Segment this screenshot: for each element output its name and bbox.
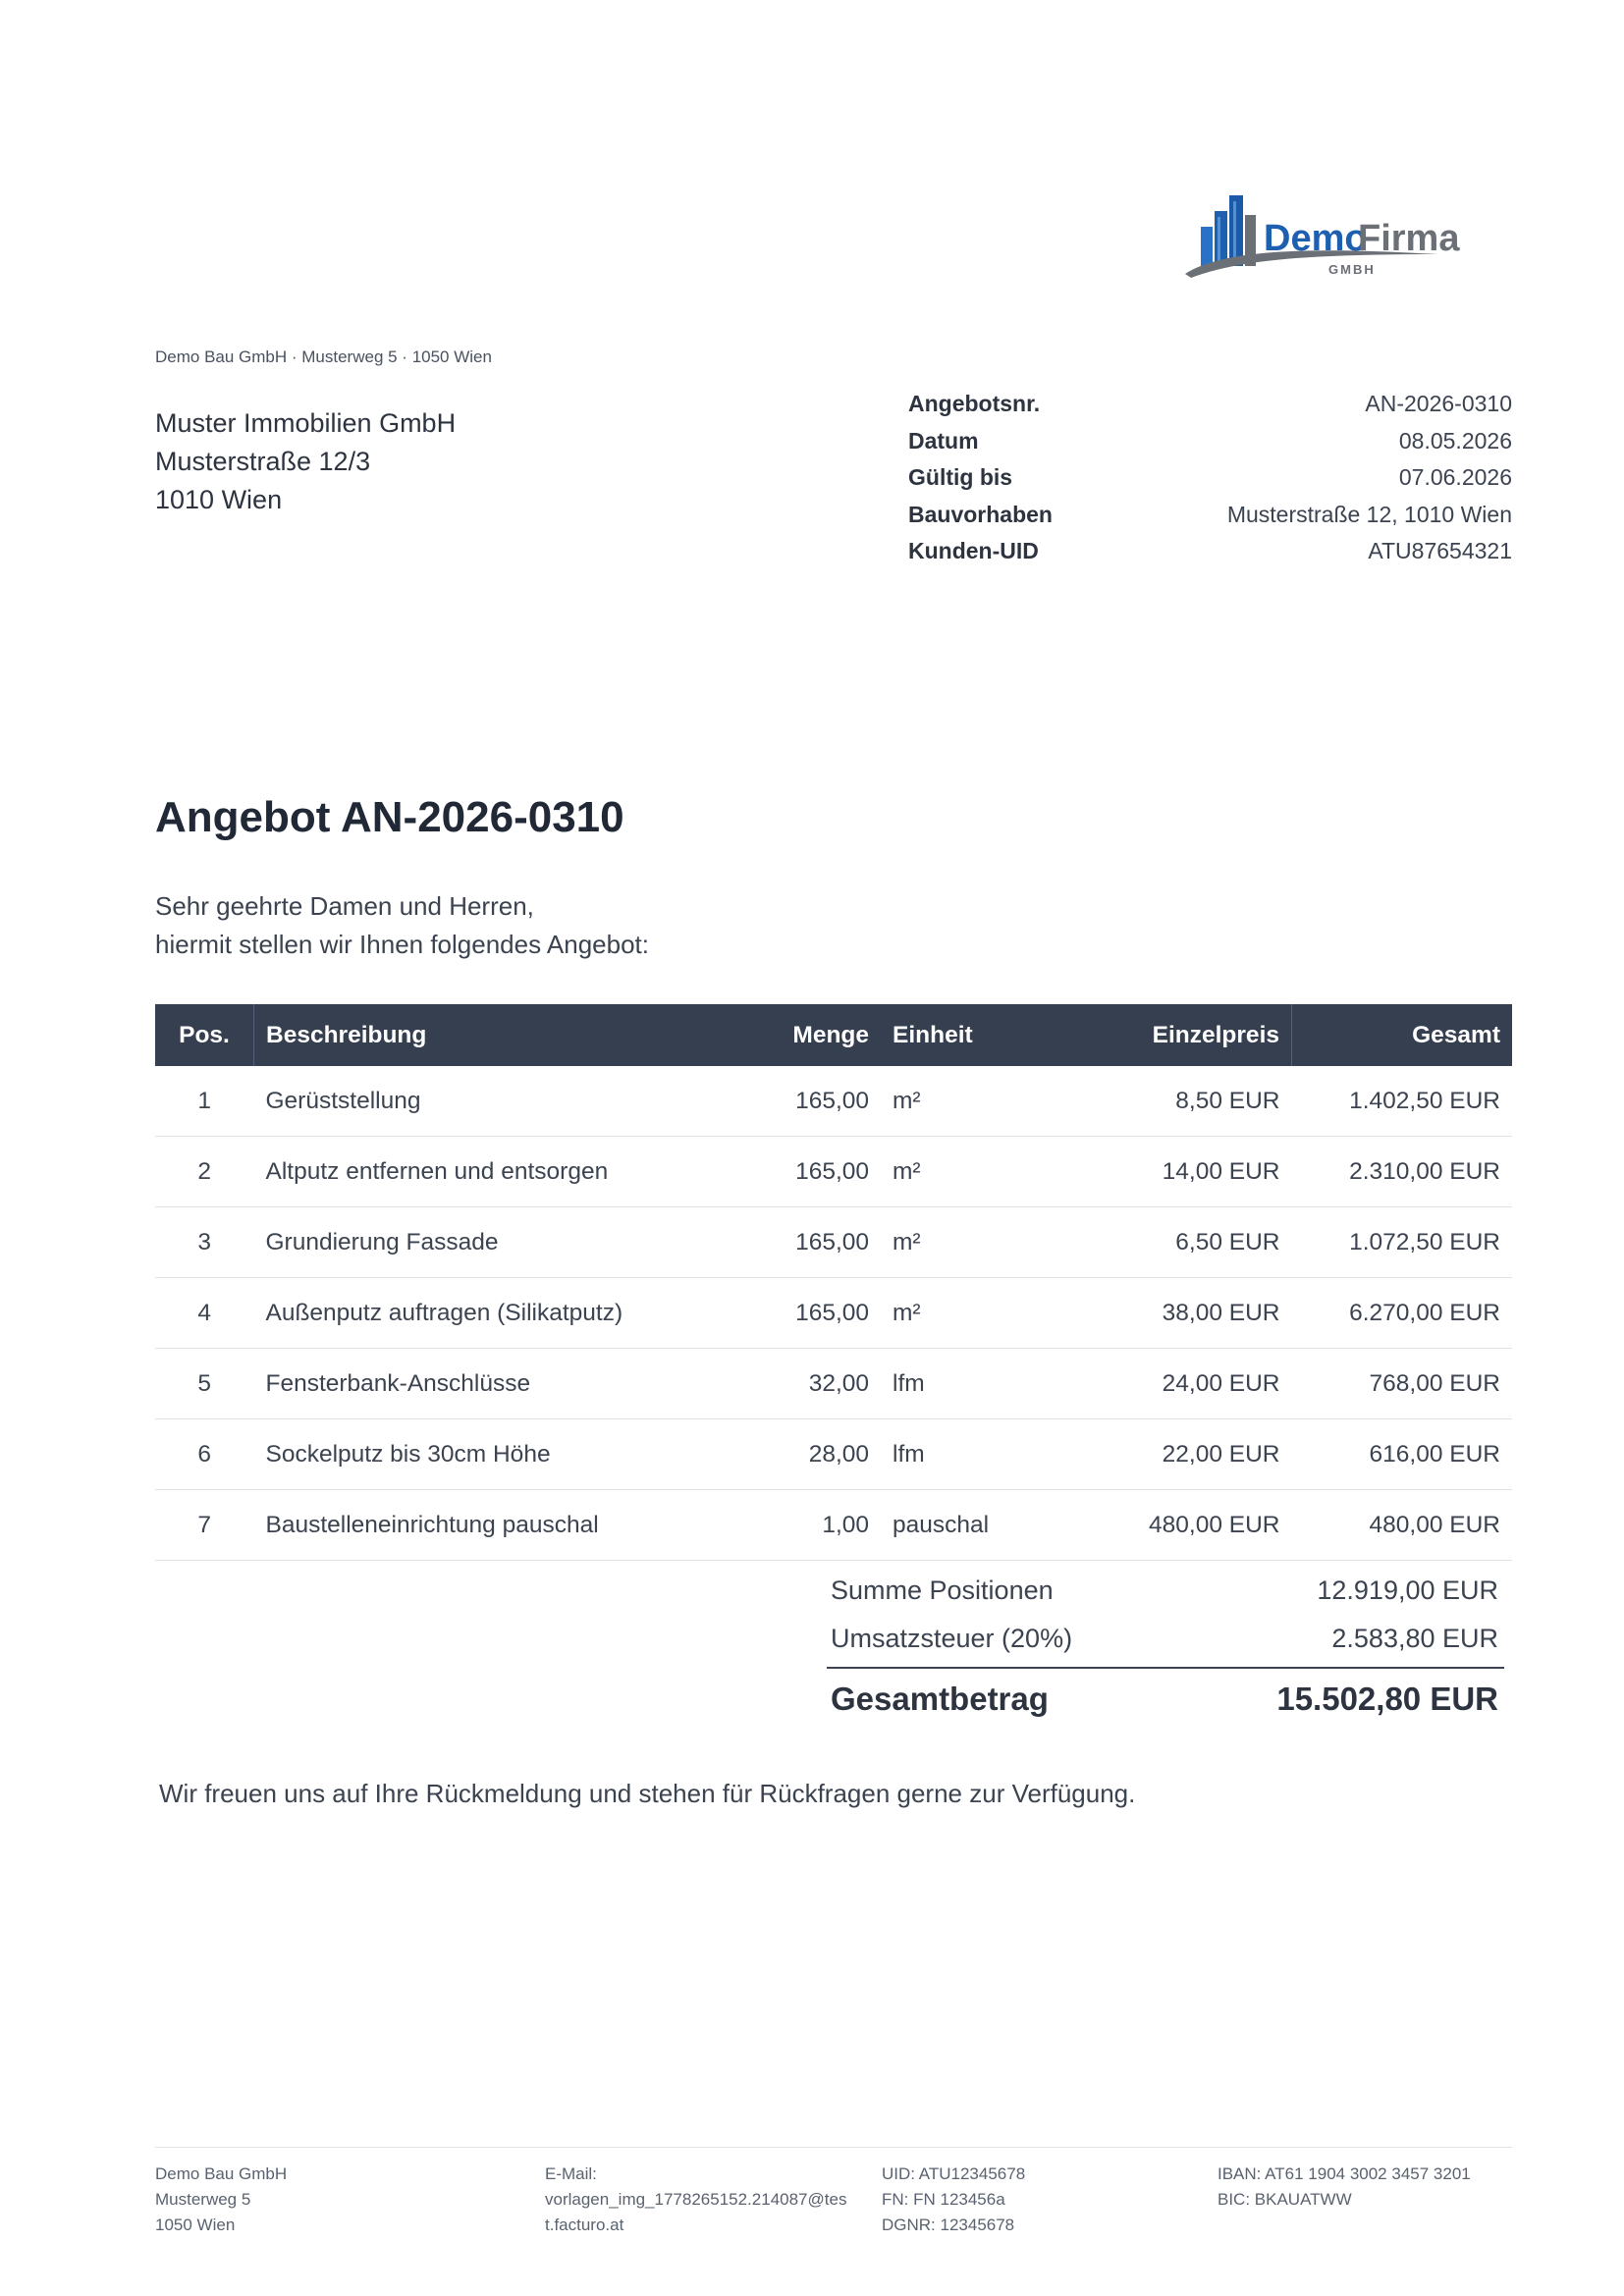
svg-text:Demo: Demo	[1264, 218, 1368, 259]
items-table	[155, 1004, 1512, 1561]
meta-value: Musterstraße 12, 1010 Wien	[1226, 501, 1512, 527]
footer-contact-line: vorlagen_img_1778265152.214087@tes	[545, 2190, 847, 2209]
footer-bank-line: BIC: BKAUATWW	[1218, 2190, 1352, 2209]
company-logo	[1183, 189, 1478, 283]
cell-description: Altputz entfernen und entsorgen	[254, 1137, 750, 1207]
footer-company-line: 1050 Wien	[155, 2216, 236, 2234]
grand-total-value: 15.502,80 EUR	[1276, 1681, 1498, 1717]
recipient-address	[155, 404, 456, 519]
cell-unit-price: 14,00 EUR	[1071, 1137, 1292, 1207]
cell-unit: m²	[881, 1278, 1071, 1349]
meta-label: Datum	[908, 427, 979, 454]
cell-unit-price: 8,50 EUR	[1071, 1066, 1292, 1137]
cell-total: 480,00 EUR	[1292, 1490, 1513, 1561]
cell-pos: 3	[155, 1207, 254, 1278]
footer-bank-line: IBAN: AT61 1904 3002 3457 3201	[1218, 2164, 1471, 2183]
meta-label: Kunden-UID	[908, 538, 1039, 563]
table-row	[155, 1419, 1512, 1490]
subtotal-label: Summe Positionen	[831, 1575, 1054, 1605]
meta-row-date	[908, 423, 1512, 460]
cell-unit: lfm	[881, 1419, 1071, 1490]
subtotal-value: 12.919,00 EUR	[1317, 1575, 1498, 1605]
cell-pos: 7	[155, 1490, 254, 1561]
cell-unit: m²	[881, 1137, 1071, 1207]
header-pos: Pos.	[155, 1004, 254, 1066]
cell-total: 768,00 EUR	[1292, 1349, 1513, 1419]
footer-tax-line: UID: ATU12345678	[882, 2164, 1026, 2183]
cell-description: Fensterbank-Anschlüsse	[254, 1349, 750, 1419]
svg-text:GMBH: GMBH	[1328, 262, 1376, 277]
tax-label: Umsatzsteuer (20%)	[831, 1624, 1073, 1653]
meta-value: ATU87654321	[1368, 538, 1512, 563]
cell-pos: 2	[155, 1137, 254, 1207]
meta-value: 08.05.2026	[1398, 427, 1512, 454]
cell-quantity: 165,00	[749, 1066, 881, 1137]
table-row	[155, 1349, 1512, 1419]
cell-description: Baustelleneinrichtung pauschal	[254, 1490, 750, 1561]
document-title: Angebot AN-2026-0310	[155, 793, 624, 841]
header-total: Gesamt	[1292, 1004, 1513, 1066]
cell-total: 6.270,00 EUR	[1292, 1278, 1513, 1349]
cell-pos: 5	[155, 1349, 254, 1419]
table-row	[155, 1278, 1512, 1349]
cell-unit-price: 480,00 EUR	[1071, 1490, 1292, 1561]
cell-quantity: 165,00	[749, 1137, 881, 1207]
tax-row	[827, 1615, 1502, 1663]
cell-unit: m²	[881, 1066, 1071, 1137]
footer-contact	[545, 2162, 846, 2238]
cell-description: Sockelputz bis 30cm Höhe	[254, 1419, 750, 1490]
footer-contact-line: E-Mail:	[545, 2164, 597, 2183]
cell-quantity: 165,00	[749, 1207, 881, 1278]
header-description: Beschreibung	[254, 1004, 750, 1066]
totals-block	[827, 1567, 1502, 1730]
cell-description: Außenputz auftragen (Silikatputz)	[254, 1278, 750, 1349]
greeting	[155, 887, 649, 964]
header-unit-price: Einzelpreis	[1071, 1004, 1292, 1066]
table-row	[155, 1207, 1512, 1278]
footer-company	[155, 2162, 287, 2238]
building-logo-icon	[1183, 189, 1478, 283]
closing-text: Wir freuen uns auf Ihre Rückmeldung und stehen für Rückfragen gerne zur Verfügung.	[159, 1779, 1136, 1808]
meta-label: Angebotsnr.	[908, 391, 1041, 416]
meta-value: AN-2026-0310	[1365, 391, 1512, 416]
footer-company-line: Musterweg 5	[155, 2190, 251, 2209]
footer-tax-line: FN: FN 123456a	[882, 2190, 1005, 2209]
grand-total-label: Gesamtbetrag	[831, 1681, 1049, 1717]
meta-label: Bauvorhaben	[908, 501, 1053, 527]
header-unit: Einheit	[881, 1004, 1071, 1066]
cell-total: 616,00 EUR	[1292, 1419, 1513, 1490]
cell-unit: pauschal	[881, 1490, 1071, 1561]
footer-tax-line: DGNR: 12345678	[882, 2216, 1015, 2234]
recipient-name: Muster Immobilien GmbH	[155, 408, 457, 438]
cell-quantity: 28,00	[749, 1419, 881, 1490]
table-row	[155, 1137, 1512, 1207]
offer-meta	[908, 386, 1512, 570]
cell-quantity: 165,00	[749, 1278, 881, 1349]
footer-bank-info	[1218, 2162, 1471, 2213]
cell-quantity: 32,00	[749, 1349, 881, 1419]
cell-total: 1.402,50 EUR	[1292, 1066, 1513, 1137]
cell-quantity: 1,00	[749, 1490, 881, 1561]
cell-pos: 1	[155, 1066, 254, 1137]
footer-tax-info	[882, 2162, 1025, 2238]
cell-unit-price: 38,00 EUR	[1071, 1278, 1292, 1349]
header-quantity: Menge	[749, 1004, 881, 1066]
table-header-row	[155, 1004, 1512, 1066]
footer-divider	[155, 2147, 1512, 2148]
cell-pos: 6	[155, 1419, 254, 1490]
meta-row-project	[908, 497, 1512, 534]
recipient-street: Musterstraße 12/3	[155, 447, 371, 476]
recipient-city: 1010 Wien	[155, 485, 283, 514]
greeting-line-1: Sehr geehrte Damen und Herren,	[155, 891, 534, 921]
footer-contact-line: t.facturo.at	[545, 2216, 624, 2234]
cell-unit: m²	[881, 1207, 1071, 1278]
meta-row-valid-until	[908, 459, 1512, 497]
svg-text:Firma: Firma	[1358, 218, 1460, 259]
table-row	[155, 1490, 1512, 1561]
meta-row-customer-uid	[908, 533, 1512, 570]
cell-description: Gerüststellung	[254, 1066, 750, 1137]
cell-description: Grundierung Fassade	[254, 1207, 750, 1278]
cell-total: 2.310,00 EUR	[1292, 1137, 1513, 1207]
meta-label: Gültig bis	[908, 464, 1013, 490]
sender-address-line: Demo Bau GmbH · Musterweg 5 · 1050 Wien	[155, 347, 492, 366]
footer-company-line: Demo Bau GmbH	[155, 2164, 288, 2183]
table-row	[155, 1066, 1512, 1137]
cell-unit-price: 6,50 EUR	[1071, 1207, 1292, 1278]
cell-unit: lfm	[881, 1349, 1071, 1419]
cell-pos: 4	[155, 1278, 254, 1349]
cell-total: 1.072,50 EUR	[1292, 1207, 1513, 1278]
cell-unit-price: 24,00 EUR	[1071, 1349, 1292, 1419]
greeting-line-2: hiermit stellen wir Ihnen folgendes Angebot:	[155, 930, 649, 959]
meta-row-offer-number	[908, 386, 1512, 423]
meta-value: 07.06.2026	[1398, 464, 1512, 490]
tax-value: 2.583,80 EUR	[1331, 1624, 1498, 1653]
subtotal-row	[827, 1567, 1502, 1615]
grand-total-row	[827, 1669, 1502, 1730]
cell-unit-price: 22,00 EUR	[1071, 1419, 1292, 1490]
